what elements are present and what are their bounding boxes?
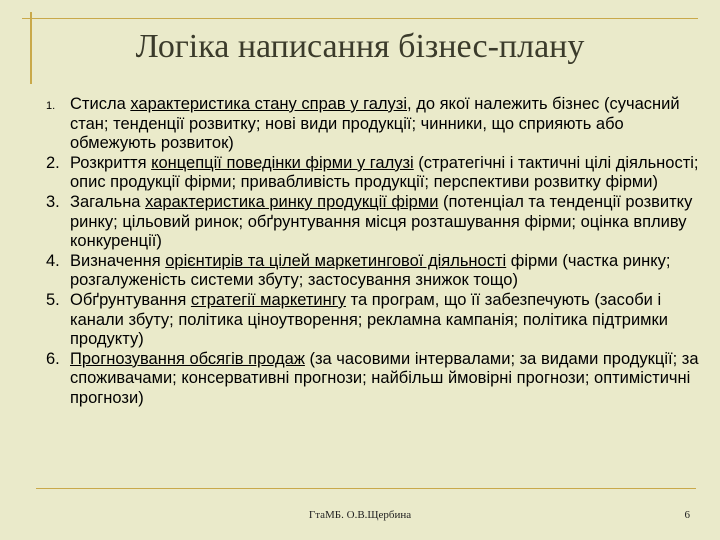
footer-author: ГтаМБ. О.В.Щербина (308, 509, 412, 521)
list-item-2 (42, 154, 708, 193)
item-text: Визначення (70, 251, 166, 270)
item-key-phrase: концепції поведінки фірми у галузі (151, 153, 414, 172)
item-text: та програм, що її забезпечують (засоби і канали збуту; політика ціноутворення; рекламна кампанія; політика підтримки продукту) (70, 290, 668, 349)
item-key-phrase: орієнтирів та цілей маркетингової діяльності (165, 251, 507, 270)
item-number: 6. (46, 349, 60, 368)
plan-steps-list (42, 95, 708, 409)
item-key-phrase: характеристика стану справ у галузі (130, 95, 408, 113)
list-item-4 (42, 252, 708, 291)
item-number: 3. (46, 192, 60, 211)
item-number: 1. (46, 100, 56, 112)
item-number: 5. (46, 290, 60, 309)
item-number: 4. (46, 251, 60, 270)
decorative-bottom-line (36, 488, 696, 489)
decorative-top-line (22, 18, 698, 19)
list-item-3 (42, 193, 708, 252)
list-item-6 (42, 350, 708, 409)
list-item-1 (42, 95, 708, 154)
item-key-phrase: стратегії маркетингу (190, 290, 347, 309)
item-text: фірми (частка ринку; розгалуженість системи збуту; застосування знижок тощо) (70, 251, 671, 290)
slide-title: Логіка написання бізнес-плану (135, 28, 585, 65)
item-text: (за часовими інтервалами; за видами продукції; за споживачами; консервативні прогнози; найбільш ймовірні прогнози; оптимістичні прогнози) (70, 349, 699, 407)
item-text: Загальна (70, 192, 146, 211)
item-text: Обґрунтування (70, 290, 191, 309)
item-text: Розкриття (70, 153, 152, 172)
item-text: Стисла (70, 95, 131, 113)
list-item-5 (42, 291, 708, 350)
item-text: , до якої належить бізнес (сучасний стан; тенденції розвитку; нові види продукції; чинники, що сприяють або обмежують розвиток) (70, 95, 680, 153)
item-key-phrase: характеристика ринку продукції фірми (145, 192, 439, 211)
item-text: (потенціал та тенденції розвитку ринку; цільовий ринок; обґрунтування місця розташування фірми; оцінка впливу конкуренції) (70, 192, 693, 251)
item-number: 2. (46, 153, 60, 172)
page-number: 6 (684, 509, 690, 521)
item-key-phrase: Прогнозування обсягів продаж (70, 349, 305, 368)
item-text: (стратегічні і тактичні цілі діяльності; опис продукції фірми; привабливість продукції; перспективи розвитку фірми) (70, 153, 699, 192)
